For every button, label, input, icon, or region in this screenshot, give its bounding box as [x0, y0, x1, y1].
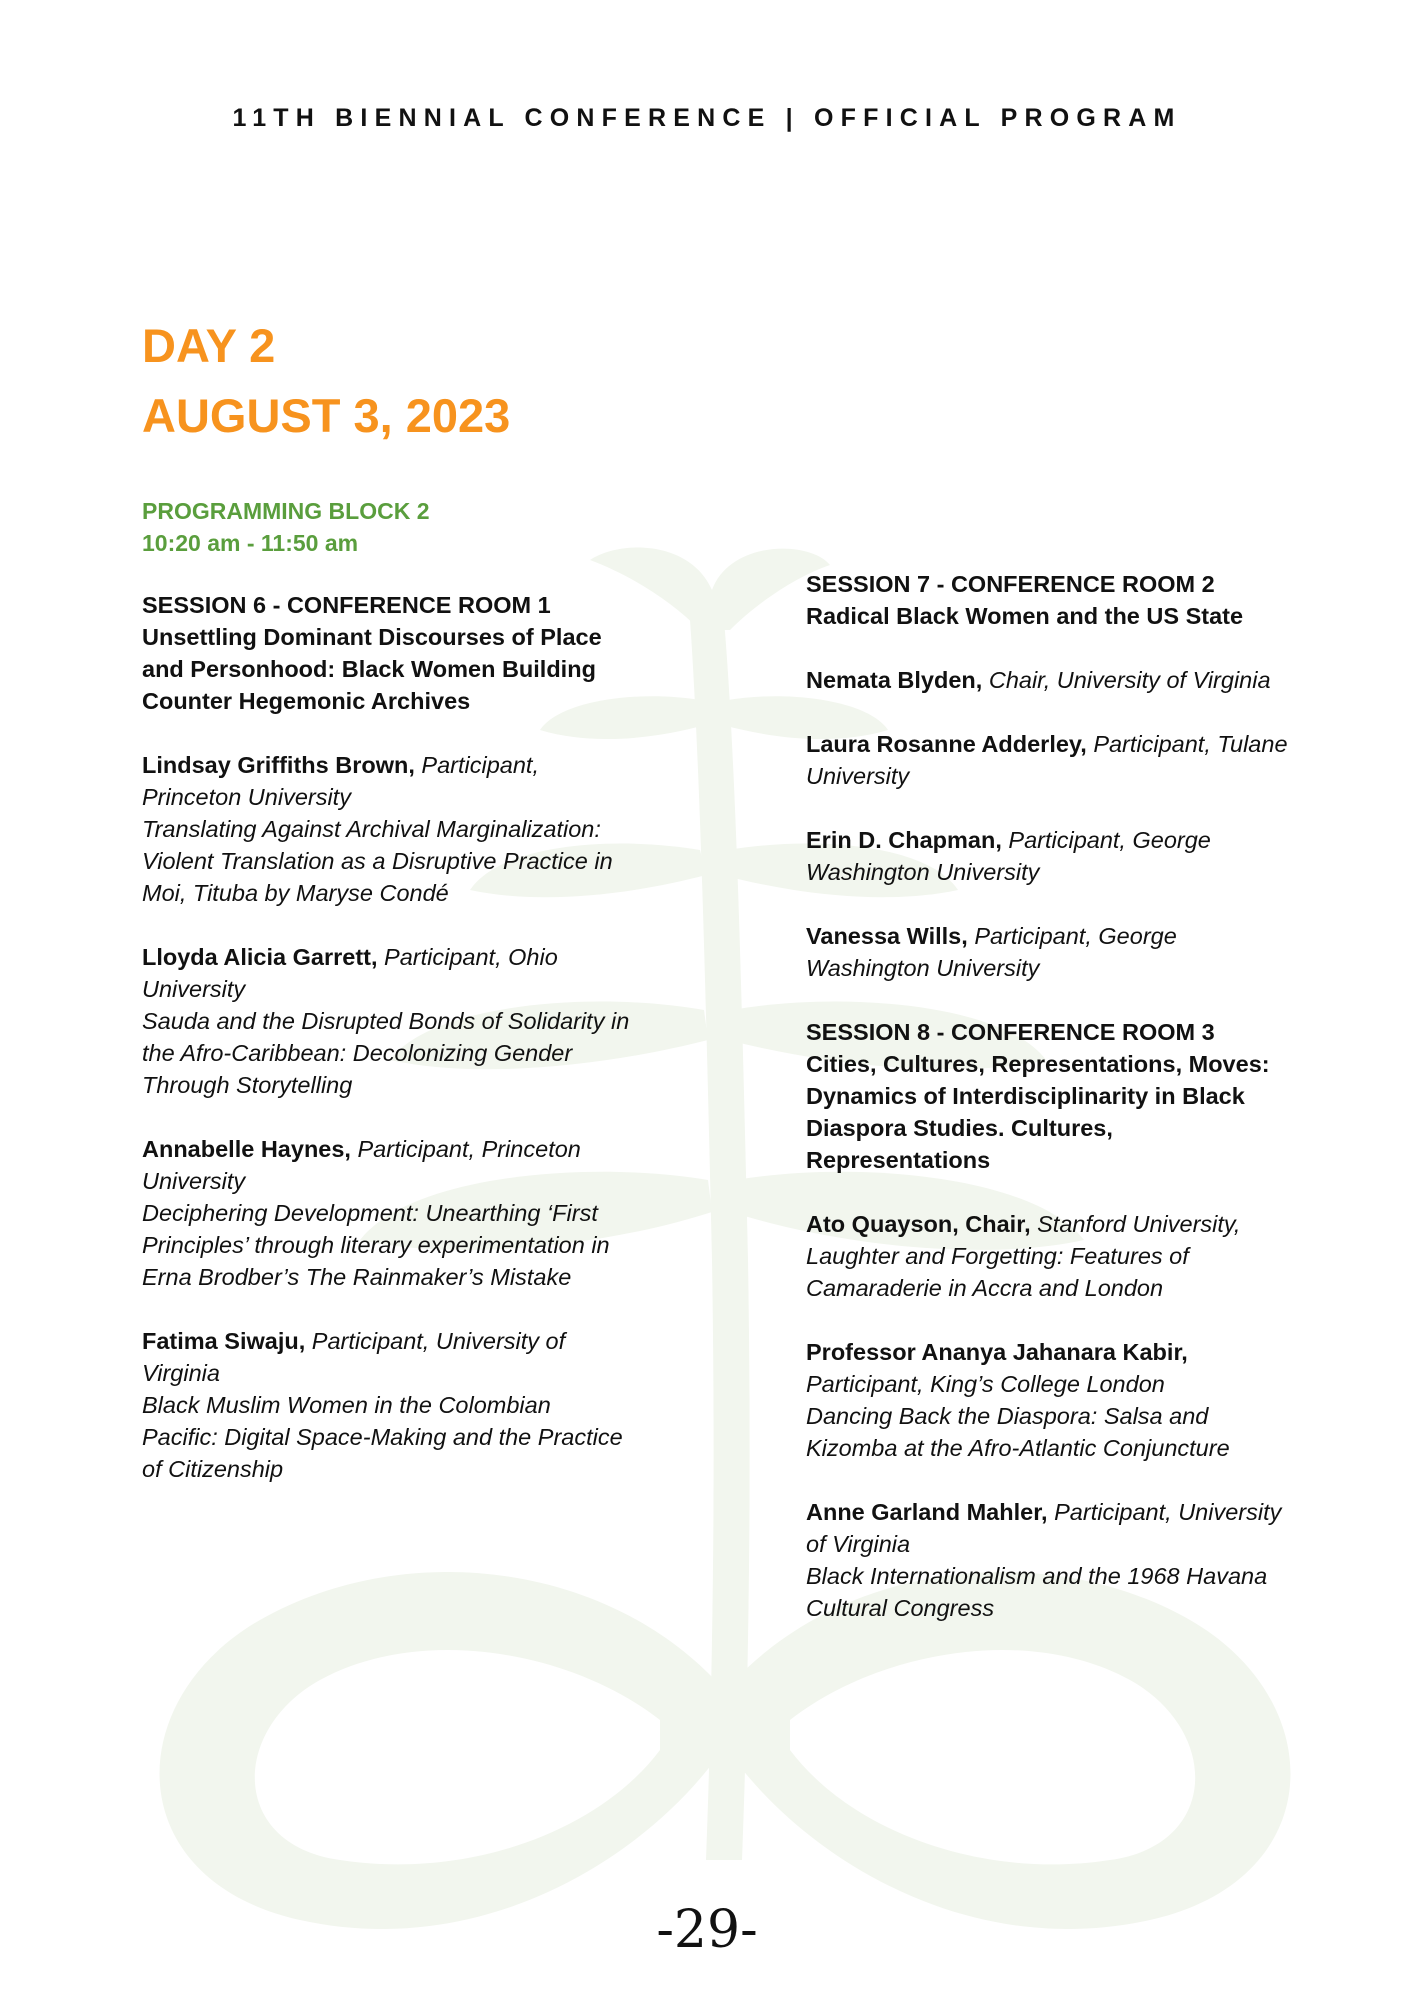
- participant-entry: [806, 1208, 1296, 1304]
- left-column: [142, 589, 632, 1517]
- participant-name: Ato Quayson, Chair,: [806, 1211, 1031, 1237]
- participant-entry: [806, 728, 1296, 792]
- day-title: DAY 2: [142, 319, 276, 372]
- paper-title: Dancing Back the Diaspora: Salsa and Kizomba at the Afro-Atlantic Conjuncture: [806, 1403, 1230, 1461]
- participant-name: Nemata Blyden,: [806, 667, 983, 693]
- participant-entry: [806, 1496, 1296, 1624]
- participant-affiliation: Participant, King’s College London: [806, 1371, 1165, 1397]
- block-time: 10:20 am - 11:50 am: [142, 530, 359, 556]
- participant-name: Erin D. Chapman,: [806, 827, 1002, 853]
- participant-entry: [806, 664, 1296, 696]
- paper-title: Black Muslim Women in the Colombian Pacific: Digital Space-Making and the Practice of Citizenship: [142, 1392, 623, 1482]
- session-heading: SESSION 7 - CONFERENCE ROOM 2: [806, 571, 1215, 597]
- participant-entry: [806, 920, 1296, 984]
- paper-title: Black Internationalism and the 1968 Havana Cultural Congress: [806, 1563, 1268, 1621]
- participant-affiliation: Stanford University, Laughter and Forgetting: Features of Camaraderie in Accra and London: [806, 1211, 1241, 1301]
- participant-affiliation: Participant, Tulane University: [806, 731, 1288, 789]
- participant-entry: [806, 1336, 1296, 1464]
- paper-title: Translating Against Archival Marginalization: Violent Translation as a Disruptive Practice in Moi, Tituba by Maryse Condé: [142, 816, 613, 906]
- participant-affiliation: Participant, Princeton University: [142, 1136, 581, 1194]
- session-title: Radical Black Women and the US State: [806, 603, 1244, 629]
- session-title: Unsettling Dominant Discourses of Place and Personhood: Black Women Building Counter Hegemonic Archives: [142, 624, 602, 714]
- session-8-header: [806, 1016, 1296, 1176]
- date-title: AUGUST 3, 2023: [142, 389, 511, 442]
- participant-affiliation: Participant, George Washington University: [806, 923, 1177, 981]
- participant-entry: [806, 824, 1296, 888]
- page-header: 11TH BIENNIAL CONFERENCE | OFFICIAL PROGRAM: [232, 104, 1182, 132]
- participant-name: Laura Rosanne Adderley,: [806, 731, 1087, 757]
- participant-name: Lindsay Griffiths Brown,: [142, 752, 415, 778]
- session-heading: SESSION 8 - CONFERENCE ROOM 3: [806, 1019, 1215, 1045]
- participant-affiliation: Chair, University of Virginia: [988, 667, 1271, 693]
- block-title: PROGRAMMING BLOCK 2: [142, 498, 430, 524]
- participant-affiliation: Participant, George Washington University: [806, 827, 1211, 885]
- session-title: Cities, Cultures, Representations, Moves: Dynamics of Interdisciplinarity in Black Diaspora Studies. Cultures, Representations: [806, 1051, 1270, 1173]
- participant-entry: [142, 749, 632, 909]
- participant-affiliation: Participant, Ohio University: [142, 944, 558, 1002]
- right-column: [806, 568, 1296, 1656]
- page-number: -29-: [656, 1900, 758, 1960]
- participant-entry: [142, 1133, 632, 1293]
- participant-name: Vanessa Wills,: [806, 923, 968, 949]
- participant-affiliation: Participant, University of Virginia: [142, 1328, 566, 1386]
- participant-name: Fatima Siwaju,: [142, 1328, 306, 1354]
- session-7-header: [806, 568, 1296, 632]
- paper-title: Sauda and the Disrupted Bonds of Solidarity in the Afro-Caribbean: Decolonizing Gender Through Storytelling: [142, 1008, 630, 1098]
- participant-affiliation: Participant, Princeton University: [142, 752, 539, 810]
- participant-name: Lloyda Alicia Garrett,: [142, 944, 378, 970]
- session-heading: SESSION 6 - CONFERENCE ROOM 1: [142, 592, 551, 618]
- participant-entry: [142, 941, 632, 1101]
- paper-title: Deciphering Development: Unearthing ‘First Principles’ through literary experimentation in Erna Brodber’s The Rainmaker’s Mistake: [142, 1200, 610, 1290]
- participant-name: Professor Ananya Jahanara Kabir,: [806, 1339, 1188, 1365]
- programming-block: [142, 495, 430, 559]
- participant-name: Annabelle Haynes,: [142, 1136, 351, 1162]
- participant-affiliation: Participant, University of Virginia: [806, 1499, 1282, 1557]
- participant-entry: [142, 1325, 632, 1485]
- participant-name: Anne Garland Mahler,: [806, 1499, 1048, 1525]
- session-6-header: [142, 589, 632, 717]
